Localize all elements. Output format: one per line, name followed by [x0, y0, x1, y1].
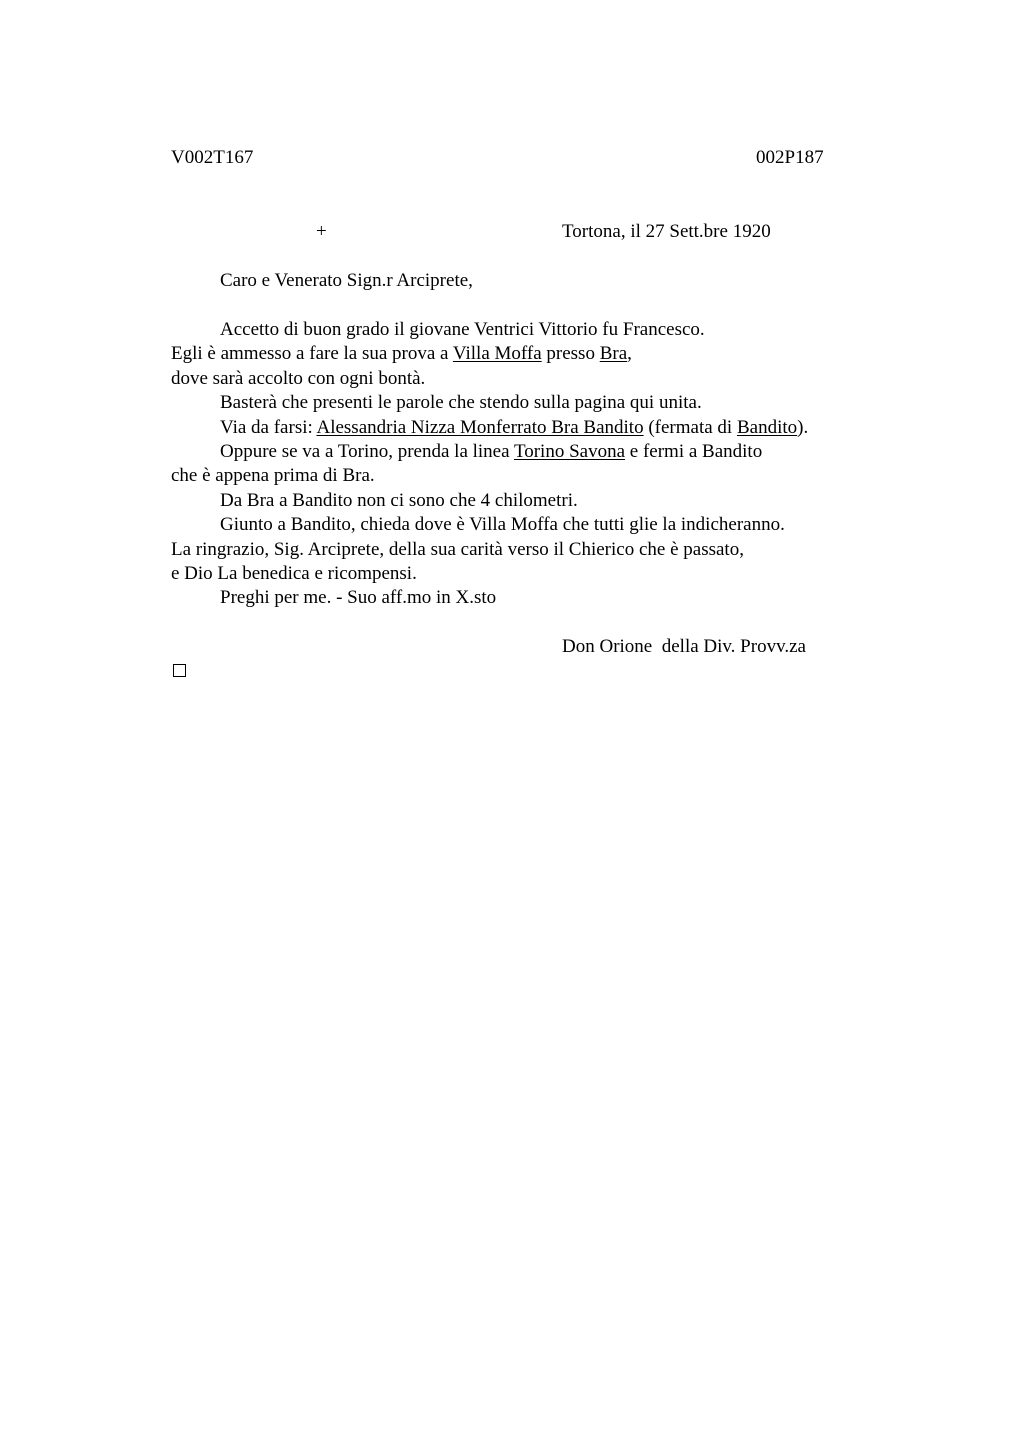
document-code-left: V002T167	[171, 147, 254, 168]
underlined-route: Alessandria Nizza Monferrato Bra Bandito	[316, 417, 644, 438]
letter-text: Egli è ammesso a fare la sua prova a	[171, 343, 453, 364]
salutation: Caro e Venerato Sign.r Arciprete,	[220, 270, 473, 291]
letter-text: Via da farsi:	[220, 417, 317, 438]
signature: Don Orione della Div. Provv.za	[562, 636, 806, 657]
underlined-place: Bandito	[736, 417, 798, 438]
letter-text: presso	[541, 343, 600, 364]
letter-line-1: Accetto di buon grado il giovane Ventrici Vittorio fu Francesco.	[220, 319, 705, 340]
letter-line-11: e Dio La benedica e ricompensi.	[171, 563, 417, 584]
letter-line-3: dove sarà accolto con ogni bontà.	[171, 368, 426, 389]
letter-text: e fermi a Bandito	[625, 441, 763, 462]
letter-line-6	[220, 440, 762, 464]
underlined-place: Villa Moffa	[452, 343, 542, 364]
empty-box-icon	[173, 664, 186, 677]
letter-line-4: Basterà che presenti le parole che stendo sulla pagina qui unita.	[220, 392, 702, 413]
letter-text: (fermata di	[643, 417, 737, 438]
letter-line-5	[220, 416, 808, 440]
document-code-right: 002P187	[756, 147, 824, 168]
letter-text: Oppure se va a Torino, prenda la linea	[220, 441, 514, 462]
letter-line-8: Da Bra a Bandito non ci sono che 4 chilometri.	[220, 490, 578, 511]
letter-line-10: La ringrazio, Sig. Arciprete, della sua carità verso il Chierico che è passato,	[171, 539, 744, 560]
underlined-route: Torino Savona	[513, 441, 626, 462]
letter-line-7: che è appena prima di Bra.	[171, 465, 375, 486]
letter-line-2	[171, 342, 632, 366]
letter-line-12: Preghi per me. - Suo aff.mo in X.sto	[220, 587, 497, 608]
letter-text: ).	[797, 417, 809, 438]
cross-mark: +	[316, 221, 327, 242]
letter-text: ,	[627, 343, 632, 364]
underlined-place: Bra	[599, 343, 628, 364]
letter-line-9: Giunto a Bandito, chieda dove è Villa Moffa che tutti glie la indicheranno.	[220, 514, 785, 535]
place-date: Tortona, il 27 Sett.bre 1920	[562, 221, 771, 242]
